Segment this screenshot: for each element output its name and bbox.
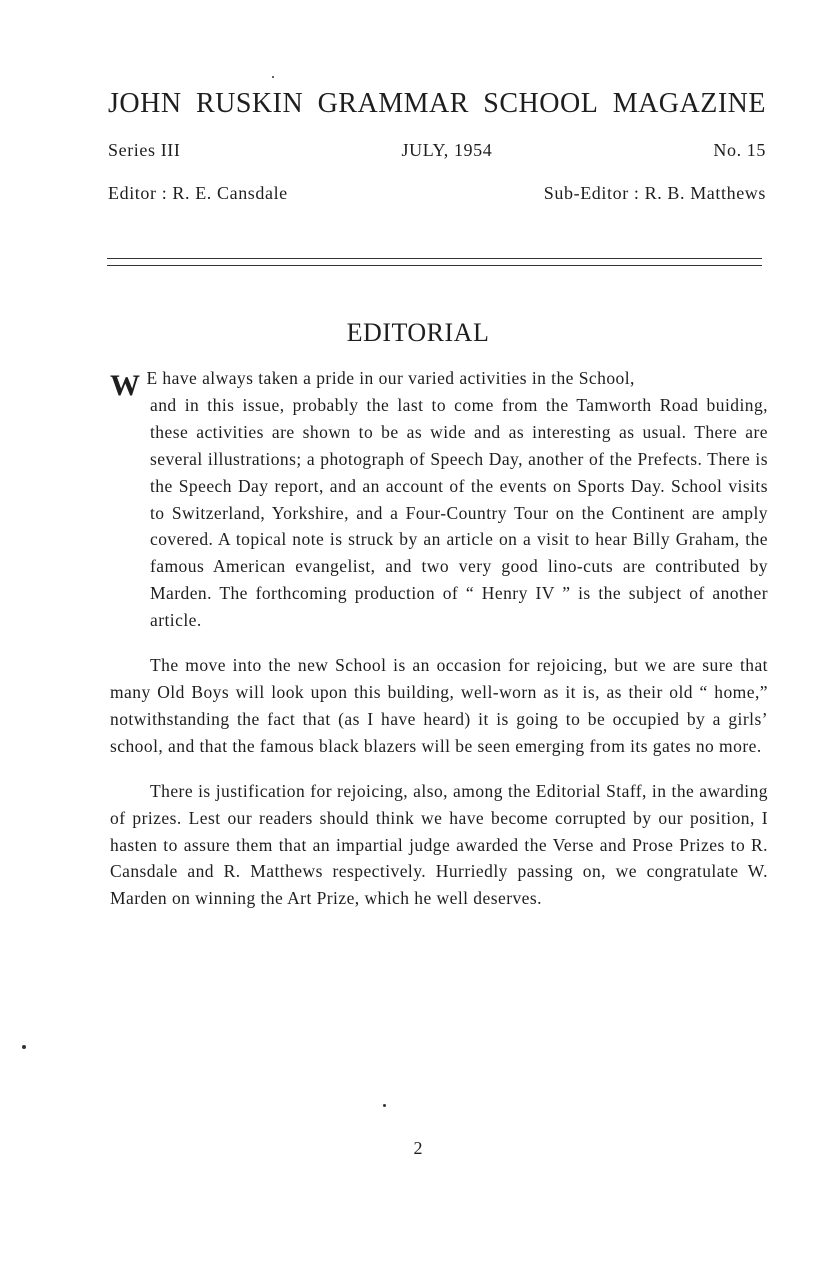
masthead-word: GRAMMAR (317, 88, 469, 119)
editorial-paragraph: The move into the new School is an occasion for rejoicing, but we are sure that many Old Boys will look upon this building, well-worn as it is, as their old “ home,” notwithstanding the fact that (as I have heard) it is going to be occupied by a girls’ school, and that the famous black blazers will be seen emerging from its gates no more. (110, 655, 768, 756)
paragraph-lead: E have always taken a pride in our varied activities in the School, (146, 368, 635, 388)
masthead-word: RUSKIN (195, 88, 304, 119)
page-number: 2 (413, 1138, 423, 1158)
issue-number: No. 15 (713, 140, 766, 160)
editorial-paragraph (110, 365, 768, 634)
sub-editor-credit: Sub-Editor : R. B. Matthews (543, 183, 766, 203)
paper-speck (22, 1045, 26, 1049)
masthead-word: MAGAZINE (612, 88, 766, 119)
series-label: Series III (108, 140, 181, 160)
paragraph-continuation (110, 392, 768, 634)
header-rule-top (107, 258, 762, 259)
drop-cap: W (110, 369, 141, 402)
staff-row (108, 183, 766, 204)
issue-info-row (108, 140, 766, 161)
masthead-word: JOHN (108, 88, 182, 119)
paper-speck (272, 76, 274, 78)
header-rule-bottom (107, 265, 762, 266)
paper-speck (383, 1104, 386, 1107)
masthead-word: SCHOOL (483, 88, 599, 119)
editorial-title: EDITORIAL (346, 318, 490, 347)
editorial-paragraph: There is justification for rejoicing, also, among the Editorial Staff, in the awarding of prizes. Lest our readers should think we have become corrupted by our position, I hasten to assure them that an impartial judge awarded the Verse and Prose Prizes to R. Cansdale and R. Matthews respectively. Hurriedly passing on, we congratulate W. Marden on winning the Art Prize, which he well deserves. (110, 780, 768, 909)
paragraph-rest: and in this issue, probably the last to come from the Tamworth Road buiding, these activities are shown to be as wide and as interesting as usual. There are several illustrations; a photograph of Speech Day, another of the Prefects. There is the Speech Day report, and an account of the events on Sports Day. School visits to Switzerland, Yorkshire, and a Four-Country Tour on the Continent are amply covered. A topical note is struck by an article on a visit to hear Billy Graham, the famous American evangelist, and two very good lino-cuts are contributed by Marden. The forthcoming production of “ Henry IV ” is the subject of another article. (150, 394, 768, 631)
editorial-body (110, 365, 768, 930)
issue-date: JULY, 1954 (401, 140, 493, 160)
editor-credit: Editor : R. E. Cansdale (108, 183, 288, 203)
magazine-masthead (108, 88, 766, 120)
